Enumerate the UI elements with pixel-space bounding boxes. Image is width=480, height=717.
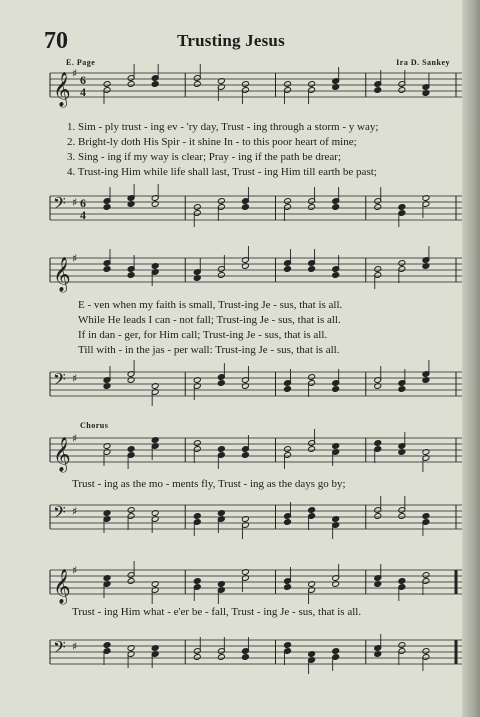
notehead: [127, 578, 135, 585]
sharp-icon: ♯: [72, 196, 78, 209]
treble-staff-2: [0, 248, 462, 298]
notehead: [241, 452, 249, 459]
notehead: [374, 266, 382, 273]
notehead: [127, 507, 135, 514]
notehead: [151, 81, 159, 88]
notehead: [241, 654, 249, 661]
notehead: [217, 380, 225, 387]
notehead: [284, 642, 292, 649]
notehead: [422, 572, 430, 579]
time-signature-bottom: 4: [80, 85, 86, 99]
notehead: [103, 204, 111, 211]
notehead: [374, 440, 382, 447]
bass-staff-4: [0, 630, 462, 680]
composer-credit: Ira D. Sankey: [396, 58, 450, 67]
notehead: [398, 260, 406, 267]
lyric-line: 2. Bright-ly doth His Spir - it shine In - to this poor heart of mine;: [67, 136, 357, 148]
bass-clef-icon: 𝄢: [53, 637, 66, 661]
notehead: [308, 266, 316, 273]
treble-clef-icon: 𝄞: [53, 569, 71, 604]
treble-staff-3: [0, 428, 462, 478]
notehead: [284, 446, 292, 453]
sharp-icon: ♯: [72, 67, 78, 80]
notehead: [127, 272, 135, 279]
bass-staff-3: [0, 495, 462, 545]
sharp-icon: ♯: [72, 372, 78, 385]
bass-clef-icon: 𝄢: [53, 193, 66, 217]
notehead: [422, 513, 430, 520]
lyric-line: Trust - ing as the mo - ments fly, Trust - ing as the days go by;: [72, 478, 346, 490]
sharp-icon: ♯: [72, 640, 78, 653]
notehead: [308, 81, 316, 88]
bass-clef-icon: 𝄢: [53, 502, 66, 526]
sharp-icon: ♯: [72, 505, 78, 518]
sharp-icon: ♯: [72, 564, 78, 577]
notehead: [374, 513, 382, 520]
chorus-label: Chorus: [80, 421, 109, 430]
notehead: [308, 374, 316, 381]
notehead: [241, 81, 249, 88]
notehead: [308, 204, 316, 211]
hymn-number: 70: [44, 28, 68, 54]
notehead: [284, 584, 292, 591]
notehead: [374, 204, 382, 211]
bass-clef-icon: 𝄢: [53, 369, 66, 393]
treble-clef-icon: 𝄞: [53, 257, 71, 292]
time-signature-bottom: 4: [80, 208, 86, 222]
treble-clef-icon: 𝄞: [53, 437, 71, 472]
lyric-line: 4. Trust-ing Him while life shall last, Trust - ing Him till earth be past;: [67, 166, 377, 178]
notehead: [193, 440, 201, 447]
treble-staff-1: [0, 63, 462, 113]
notehead: [193, 578, 201, 585]
bass-staff-2: [0, 362, 462, 412]
notehead: [374, 87, 382, 94]
notehead: [193, 204, 201, 211]
time-signature-top: 6: [80, 196, 86, 210]
sharp-icon: ♯: [72, 432, 78, 445]
notehead: [103, 266, 111, 273]
lyric-line: 1. Sim - ply trust - ing ev - 'ry day, Trust - ing through a storm - y way;: [67, 121, 379, 133]
hymn-title: Trusting Jesus: [177, 31, 285, 50]
notehead: [217, 654, 225, 661]
notehead: [308, 507, 316, 514]
lyric-line: While He leads I can - not fall; Trust-ing Je - sus, that is all.: [78, 314, 341, 326]
treble-clef-icon: 𝄞: [53, 72, 71, 107]
notehead: [332, 204, 340, 211]
notehead: [193, 513, 201, 520]
notehead: [398, 578, 406, 585]
notehead: [398, 204, 406, 211]
notehead: [127, 446, 135, 453]
notehead: [398, 386, 406, 393]
notehead: [284, 266, 292, 273]
sharp-icon: ♯: [72, 252, 78, 265]
notehead: [193, 654, 201, 661]
treble-staff-4: [0, 560, 462, 610]
bass-staff-1: [0, 186, 462, 236]
notehead: [103, 81, 111, 88]
notehead: [217, 198, 225, 205]
notehead: [284, 198, 292, 205]
notehead: [217, 272, 225, 279]
time-signature-top: 6: [80, 73, 86, 87]
lyric-line: Till with - in the jas - per wall: Trust-ing Je - sus, that is all.: [78, 344, 340, 356]
notehead: [398, 513, 406, 520]
lyricist-credit: E. Page: [66, 58, 96, 67]
notehead: [332, 272, 340, 279]
notehead: [103, 642, 111, 649]
notehead: [422, 648, 430, 655]
book-spine-shadow: [462, 0, 480, 717]
notehead: [398, 642, 406, 649]
notehead: [193, 81, 201, 88]
notehead: [217, 446, 225, 453]
lyric-line: If in dan - ger, for Him call; Trust-ing Je - sus, that is all.: [78, 329, 328, 341]
notehead: [398, 87, 406, 94]
lyric-line: E - ven when my faith is small, Trust-ing Je - sus, that is all.: [78, 299, 343, 311]
lyric-line: 3. Sing - ing if my way is clear; Pray - ing if the path be drear;: [67, 151, 342, 163]
notehead: [127, 81, 135, 88]
notehead: [284, 386, 292, 393]
notehead: [332, 386, 340, 393]
notehead: [284, 519, 292, 526]
lyric-line: Trust - ing Him what - e'er be - fall, Trust - ing Je - sus, that is all.: [72, 606, 362, 618]
notehead: [308, 446, 316, 453]
notehead: [284, 81, 292, 88]
notehead: [241, 204, 249, 211]
notehead: [332, 648, 340, 655]
